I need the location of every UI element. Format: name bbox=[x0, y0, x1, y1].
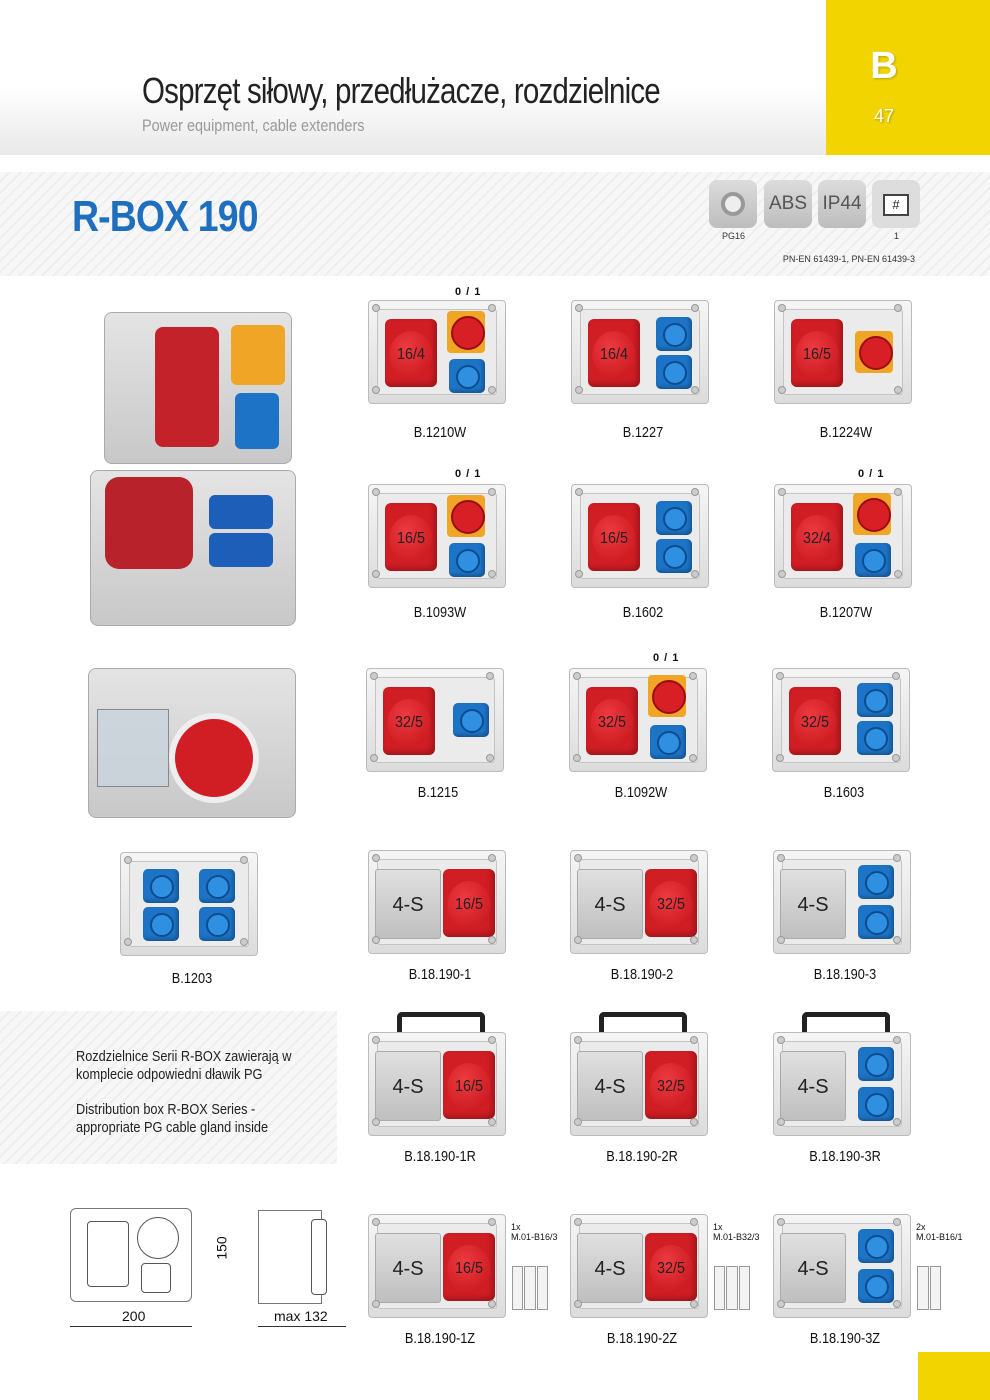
screw-icon bbox=[892, 672, 900, 680]
screw-icon bbox=[778, 386, 786, 394]
product-box[interactable]: 32/5 bbox=[772, 668, 910, 772]
screw-icon bbox=[372, 570, 380, 578]
product-code: B.18.190-3R bbox=[809, 1148, 881, 1165]
screw-icon bbox=[372, 1118, 380, 1126]
product-box[interactable]: 4-S bbox=[773, 1214, 911, 1318]
gland-icon bbox=[709, 180, 757, 228]
package-caption: 1 bbox=[894, 231, 900, 241]
screw-icon bbox=[892, 754, 900, 762]
screw-icon bbox=[488, 386, 496, 394]
corner-accent bbox=[918, 1352, 990, 1400]
product-box[interactable]: 4-S 32/5 bbox=[570, 850, 708, 954]
screw-icon bbox=[690, 854, 698, 862]
screw-icon bbox=[893, 1300, 901, 1308]
product-box[interactable]: 16/5 bbox=[571, 484, 709, 588]
screw-icon bbox=[894, 304, 902, 312]
product-box[interactable]: 4-S bbox=[773, 850, 911, 954]
screw-icon bbox=[488, 1036, 496, 1044]
screw-icon bbox=[486, 672, 494, 680]
product-box[interactable]: 16/5 bbox=[368, 484, 506, 588]
switch-label: 0 / 1 bbox=[653, 652, 680, 664]
screw-icon bbox=[894, 488, 902, 496]
screw-icon bbox=[776, 672, 784, 680]
product-code: B.1603 bbox=[823, 784, 865, 801]
screw-icon bbox=[777, 1218, 785, 1226]
product-code: B.18.190-2 bbox=[610, 966, 674, 983]
screw-icon bbox=[574, 936, 582, 944]
screw-icon bbox=[575, 570, 583, 578]
screw-icon bbox=[689, 754, 697, 762]
switch-label: 0 / 1 bbox=[455, 468, 482, 480]
screw-icon bbox=[372, 1300, 380, 1308]
info-text-pl: Rozdzielnice Serii R-BOX zawierają w komplecie odpowiedni dławik PG bbox=[76, 1048, 292, 1083]
screw-icon bbox=[372, 304, 380, 312]
product-box[interactable]: 4-S 16/5 bbox=[368, 850, 506, 954]
product-box[interactable]: 32/4 bbox=[774, 484, 912, 588]
product-box[interactable]: 16/4 bbox=[571, 300, 709, 404]
screw-icon bbox=[893, 1036, 901, 1044]
screw-icon bbox=[370, 672, 378, 680]
screw-icon bbox=[778, 570, 786, 578]
screw-icon bbox=[370, 754, 378, 762]
screw-icon bbox=[893, 936, 901, 944]
screw-icon bbox=[689, 672, 697, 680]
screw-icon bbox=[372, 1218, 380, 1226]
dimension-line bbox=[258, 1326, 346, 1327]
screw-icon bbox=[777, 1300, 785, 1308]
screw-icon bbox=[124, 938, 132, 946]
screw-icon bbox=[691, 386, 699, 394]
product-name: R-BOX 190 bbox=[72, 192, 258, 241]
product-box[interactable] bbox=[120, 852, 258, 956]
product-code: B.18.190-1 bbox=[408, 966, 472, 983]
product-code: B.1203 bbox=[171, 970, 213, 987]
page-number: 47 bbox=[873, 106, 895, 126]
page-title: Osprzęt siłowy, przedłużacze, rozdzielnice bbox=[142, 70, 660, 111]
gland-caption: PG16 bbox=[722, 231, 746, 241]
handle-icon bbox=[802, 1012, 890, 1034]
product-photo-1 bbox=[104, 312, 292, 464]
product-box[interactable]: 4-S 16/5 bbox=[368, 1032, 506, 1136]
product-box[interactable]: 16/5 bbox=[774, 300, 912, 404]
dimension-height: 150 bbox=[213, 1236, 230, 1260]
screw-icon bbox=[574, 1300, 582, 1308]
screw-icon bbox=[488, 570, 496, 578]
screw-icon bbox=[372, 1036, 380, 1044]
section-tab bbox=[826, 0, 990, 155]
screw-icon bbox=[372, 488, 380, 496]
abs-icon: ABS bbox=[764, 180, 812, 228]
product-box[interactable]: 32/5 bbox=[366, 668, 504, 772]
product-code: B.18.190-2Z bbox=[606, 1330, 678, 1347]
product-box[interactable]: 4-S 32/5 bbox=[570, 1032, 708, 1136]
screw-icon bbox=[372, 854, 380, 862]
screw-icon bbox=[574, 854, 582, 862]
product-code: B.1207W bbox=[819, 604, 873, 621]
mcb-icon bbox=[917, 1266, 941, 1310]
norms: PN-EN 61439-1, PN-EN 61439-3 bbox=[782, 254, 915, 264]
mcb-icon bbox=[714, 1266, 750, 1310]
screw-icon bbox=[690, 1218, 698, 1226]
screw-icon bbox=[488, 854, 496, 862]
screw-icon bbox=[690, 1118, 698, 1126]
info-text-en: Distribution box R-BOX Series - appropriate PG cable gland inside bbox=[76, 1101, 269, 1136]
screw-icon bbox=[691, 570, 699, 578]
screw-icon bbox=[575, 386, 583, 394]
screw-icon bbox=[488, 1300, 496, 1308]
product-box[interactable]: 32/5 bbox=[569, 668, 707, 772]
handle-icon bbox=[599, 1012, 687, 1034]
front-drawing bbox=[70, 1208, 192, 1302]
screw-icon bbox=[372, 936, 380, 944]
product-code: B.18.190-1R bbox=[404, 1148, 476, 1165]
product-code: B.1215 bbox=[417, 784, 459, 801]
screw-icon bbox=[777, 1036, 785, 1044]
product-box[interactable]: 16/4 bbox=[368, 300, 506, 404]
screw-icon bbox=[240, 938, 248, 946]
screw-icon bbox=[691, 488, 699, 496]
screw-icon bbox=[777, 854, 785, 862]
mcb-caption: 2x M.01-B16/1 bbox=[916, 1222, 963, 1242]
screw-icon bbox=[778, 304, 786, 312]
screw-icon bbox=[894, 386, 902, 394]
product-code: B.1093W bbox=[413, 604, 467, 621]
screw-icon bbox=[893, 1118, 901, 1126]
screw-icon bbox=[893, 854, 901, 862]
screw-icon bbox=[573, 672, 581, 680]
screw-icon bbox=[691, 304, 699, 312]
product-code: B.1224W bbox=[819, 424, 873, 441]
screw-icon bbox=[372, 386, 380, 394]
side-drawing bbox=[258, 1210, 322, 1304]
screw-icon bbox=[574, 1218, 582, 1226]
switch-label: 0 / 1 bbox=[455, 286, 482, 298]
product-box[interactable]: 4-S 32/5 bbox=[570, 1214, 708, 1318]
screw-icon bbox=[690, 1036, 698, 1044]
handle-icon bbox=[397, 1012, 485, 1034]
product-code: B.1210W bbox=[413, 424, 467, 441]
package-icon bbox=[872, 180, 920, 228]
package-icon-label: # bbox=[883, 194, 909, 216]
screw-icon bbox=[573, 754, 581, 762]
product-box[interactable]: 4-S bbox=[773, 1032, 911, 1136]
screw-icon bbox=[488, 1218, 496, 1226]
screw-icon bbox=[690, 936, 698, 944]
page-subtitle: Power equipment, cable extenders bbox=[142, 116, 365, 135]
screw-icon bbox=[488, 488, 496, 496]
screw-icon bbox=[574, 1118, 582, 1126]
product-code: B.18.190-2R bbox=[606, 1148, 678, 1165]
screw-icon bbox=[777, 1118, 785, 1126]
product-code: B.18.190-3 bbox=[813, 966, 877, 983]
product-code: B.1602 bbox=[622, 604, 664, 621]
dimension-line bbox=[70, 1326, 192, 1327]
screw-icon bbox=[575, 304, 583, 312]
screw-icon bbox=[124, 856, 132, 864]
screw-icon bbox=[575, 488, 583, 496]
product-code: B.18.190-3Z bbox=[809, 1330, 881, 1347]
section-letter: B bbox=[870, 45, 898, 87]
product-photo-3 bbox=[88, 668, 296, 818]
screw-icon bbox=[574, 1036, 582, 1044]
mcb-icon bbox=[512, 1266, 548, 1310]
dimension-width: 200 bbox=[122, 1308, 146, 1324]
screw-icon bbox=[894, 570, 902, 578]
product-box[interactable]: 4-S 16/5 bbox=[368, 1214, 506, 1318]
screw-icon bbox=[486, 754, 494, 762]
screw-icon bbox=[488, 304, 496, 312]
dimension-depth: max 132 bbox=[274, 1308, 328, 1324]
screw-icon bbox=[690, 1300, 698, 1308]
screw-icon bbox=[893, 1218, 901, 1226]
product-photo-2 bbox=[90, 470, 296, 626]
product-code: B.1092W bbox=[614, 784, 668, 801]
switch-label: 0 / 1 bbox=[858, 468, 885, 480]
product-code: B.18.190-1Z bbox=[404, 1330, 476, 1347]
product-code: B.1227 bbox=[622, 424, 664, 441]
screw-icon bbox=[777, 936, 785, 944]
screw-icon bbox=[488, 1118, 496, 1126]
mcb-caption: 1x M.01-B16/3 bbox=[511, 1222, 558, 1242]
screw-icon bbox=[488, 936, 496, 944]
screw-icon bbox=[778, 488, 786, 496]
info-box bbox=[0, 1011, 337, 1164]
ip44-icon: IP44 bbox=[818, 180, 866, 228]
mcb-caption: 1x M.01-B32/3 bbox=[713, 1222, 760, 1242]
screw-icon bbox=[240, 856, 248, 864]
screw-icon bbox=[776, 754, 784, 762]
